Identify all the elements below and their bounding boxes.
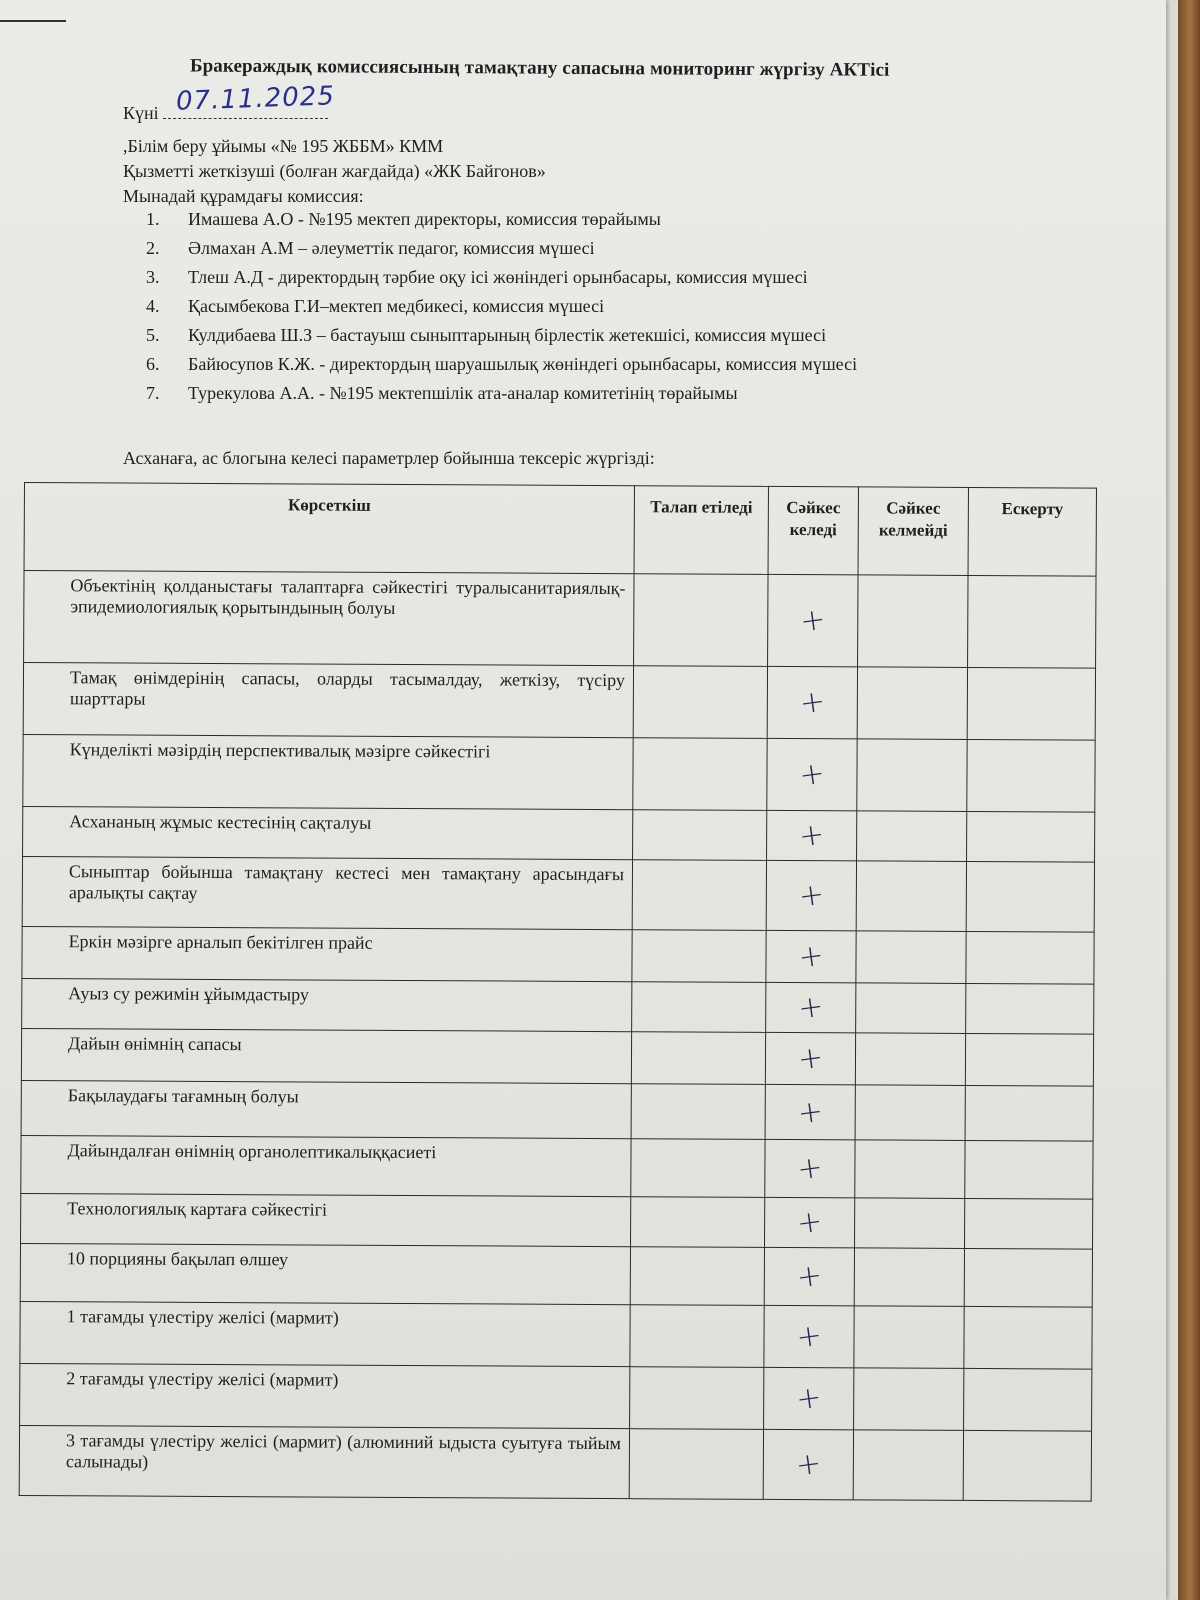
required-cell — [632, 860, 766, 931]
required-cell — [631, 1197, 765, 1248]
header-match: Сәйкес келеді — [768, 486, 858, 574]
nomatch-cell — [854, 1248, 964, 1307]
nomatch-cell — [855, 1140, 965, 1199]
header-required: Талап етіледі — [634, 486, 768, 575]
nomatch-cell — [856, 983, 966, 1034]
indicator-cell: 3 тағамды үлестіру желісі (мармит) (алюминий ыдыста суытуға тыйым салынады) — [19, 1425, 629, 1498]
indicator-cell: Күнделікті мәзірдің перспективалық мәзірге сәйкестігі — [23, 734, 633, 809]
match-cell — [765, 1139, 855, 1197]
note-cell — [966, 931, 1094, 984]
nomatch-cell — [856, 931, 966, 984]
handwritten-check-mark: + — [795, 1149, 825, 1188]
required-cell — [634, 574, 768, 667]
indicator-cell: Асхананың жұмыс кестесінің сақталуы — [23, 806, 633, 859]
indicator-cell: 10 порцияны бақылап өлшеу — [20, 1243, 630, 1304]
note-cell — [967, 739, 1095, 812]
nomatch-cell — [858, 575, 968, 668]
indicator-cell: Объектінің қолданыстағы талаптарға сәйкестігі туралысанитариялық-эпидемиологиялық қорытындының болуы — [24, 571, 634, 666]
required-cell — [629, 1429, 763, 1500]
organization-line: ,Білім беру ұйымы «№ 195 ЖББМ» КММ — [123, 136, 444, 156]
handwritten-check-mark: + — [796, 816, 827, 855]
table-row — [20, 1363, 1092, 1431]
indicator-cell: Тамақ өнімдерінің сапасы, оларды тасымалдау, жеткізу, түсіру шарттары — [23, 663, 633, 738]
indicator-cell: Дайындалған өнімнің органолептикалыққасиеті — [21, 1135, 631, 1196]
table-row — [24, 571, 1096, 669]
commission-label: Мынадай құрамдағы комиссия: — [123, 186, 364, 206]
match-cell — [765, 1197, 855, 1247]
table-row — [20, 1301, 1092, 1369]
member-item: 3. Тлеш А.Д - директордың тәрбие оқу ісі жөніндегі орынбасары, комиссия мүшесі — [146, 267, 808, 287]
indicator-cell: Дайын өнімнің сапасы — [21, 1028, 631, 1083]
required-cell — [632, 930, 766, 983]
note-cell — [967, 811, 1095, 862]
header-indicator: Көрсеткіш — [24, 483, 634, 574]
handwritten-check-mark: + — [797, 601, 828, 640]
nomatch-cell — [853, 1430, 963, 1501]
match-cell — [764, 1247, 854, 1305]
required-cell — [633, 738, 767, 811]
nomatch-cell — [854, 1368, 964, 1431]
required-cell — [630, 1367, 764, 1430]
match-cell — [765, 1084, 855, 1139]
handwritten-check-mark: + — [795, 1093, 826, 1132]
handwritten-check-mark: + — [797, 755, 827, 794]
match-cell — [764, 1305, 854, 1367]
header-note: Ескерту — [968, 487, 1096, 576]
table-row — [19, 1425, 1091, 1501]
member-item: 4. Қасымбекова Г.И–мектеп медбикесі, комиссия мүшесі — [146, 296, 605, 316]
table-header-row — [24, 483, 1096, 577]
handwritten-check-mark: + — [796, 876, 827, 915]
table-body — [19, 571, 1096, 1502]
table-row — [21, 1135, 1093, 1199]
table-row — [20, 1243, 1092, 1307]
table-row — [22, 856, 1094, 932]
supplier-line: Қызметті жеткізуші (болған жағдайда) «ЖК Байгонов» — [123, 161, 546, 181]
member-item: 5. Кулдибаева Ш.З – бастауыш сыныптарының бірлестік жетекшісі, комиссия мүшесі — [146, 325, 827, 345]
required-cell — [632, 982, 766, 1033]
handwritten-date: 07.11.2025 — [175, 81, 336, 117]
note-cell — [965, 1085, 1093, 1141]
note-cell — [964, 1368, 1092, 1431]
match-cell — [767, 738, 857, 810]
table-row — [21, 1080, 1093, 1141]
match-cell — [766, 860, 856, 930]
table-row — [22, 926, 1094, 984]
handwritten-check-mark: + — [795, 988, 826, 1027]
indicator-cell: Еркін мәзірге арналып бекітілген прайс — [22, 926, 632, 981]
match-cell — [763, 1429, 853, 1499]
corner-rule — [0, 20, 66, 22]
table-row — [23, 663, 1095, 741]
note-cell — [967, 667, 1095, 740]
table-row — [22, 978, 1094, 1034]
nomatch-cell — [855, 1033, 965, 1086]
note-cell — [966, 861, 1094, 932]
required-cell — [630, 1247, 764, 1306]
table-row — [23, 806, 1095, 862]
match-cell — [768, 574, 858, 666]
nomatch-cell — [855, 1085, 965, 1141]
handwritten-check-mark: + — [793, 1445, 824, 1484]
indicator-cell: Бақылаудағы тағамның болуы — [21, 1080, 631, 1138]
commission-member-list — [140, 208, 1040, 411]
member-item: 7. Турекулова А.А. - №195 мектепшілік ата-аналар комитетінің төрайымы — [146, 383, 738, 403]
indicator-cell: Технологиялық картаға сәйкестігі — [21, 1193, 631, 1246]
handwritten-check-mark: + — [796, 937, 826, 976]
handwritten-check-mark: + — [795, 1039, 826, 1078]
nomatch-cell — [856, 861, 966, 932]
handwritten-check-mark: + — [797, 683, 828, 722]
member-item: 6. Байюсупов К.Ж. - директордың шаруашылық жөніндегі орынбасары, комиссия мүшесі — [146, 354, 858, 374]
handwritten-check-mark: + — [794, 1203, 825, 1242]
nomatch-cell — [855, 1198, 965, 1249]
document-title: Бракераждық комиссиясының тамақтану сапасына мониторинг жүргізу АКТісі — [189, 55, 890, 81]
note-cell — [964, 1198, 1092, 1249]
nomatch-cell — [857, 739, 967, 812]
handwritten-check-mark: + — [794, 1317, 824, 1356]
note-cell — [964, 1306, 1092, 1369]
member-item: 1. Имашева А.О - №195 мектеп директоры, комиссия төрайымы — [146, 209, 661, 229]
note-cell — [965, 1033, 1093, 1086]
note-cell — [968, 575, 1096, 668]
nomatch-cell — [857, 811, 967, 862]
note-cell — [964, 1248, 1092, 1307]
table-row — [21, 1193, 1093, 1249]
match-cell — [766, 930, 856, 982]
indicator-cell: Ауыз су режимін ұйымдастыру — [22, 978, 632, 1031]
member-item: 2. Әлмахан А.М – әлеуметтік педагог, комиссия мүшесі — [146, 238, 595, 258]
handwritten-check-mark: + — [793, 1379, 824, 1418]
date-label: Күні — [123, 103, 159, 123]
indicator-cell: 1 тағамды үлестіру желісі (мармит) — [20, 1301, 630, 1366]
match-cell — [766, 982, 856, 1032]
nomatch-cell — [857, 667, 967, 740]
required-cell — [631, 1139, 765, 1198]
required-cell — [630, 1305, 764, 1368]
match-cell — [764, 1367, 854, 1429]
required-cell — [633, 666, 767, 739]
header-nomatch: Сәйкес келмейді — [858, 487, 968, 576]
match-cell — [765, 1032, 855, 1084]
inspection-table — [19, 482, 1097, 1502]
note-cell — [966, 983, 1094, 1034]
indicator-cell: Сыныптар бойынша тамақтану кестесі мен тамақтану арасындағы аралықты сақтау — [22, 856, 632, 929]
note-cell — [965, 1140, 1093, 1199]
match-cell — [767, 666, 857, 738]
table-row — [23, 734, 1095, 812]
match-cell — [767, 810, 857, 860]
required-cell — [631, 1084, 765, 1140]
table-row — [21, 1028, 1093, 1086]
note-cell — [963, 1430, 1091, 1501]
required-cell — [633, 810, 767, 861]
required-cell — [631, 1032, 765, 1085]
handwritten-check-mark: + — [794, 1257, 825, 1296]
nomatch-cell — [854, 1306, 964, 1369]
indicator-cell: 2 тағамды үлестіру желісі (мармит) — [20, 1363, 630, 1428]
inspection-intro: Асханаға, ас блогына келесі параметрлер бойынша тексеріс жүргізді: — [123, 448, 655, 468]
